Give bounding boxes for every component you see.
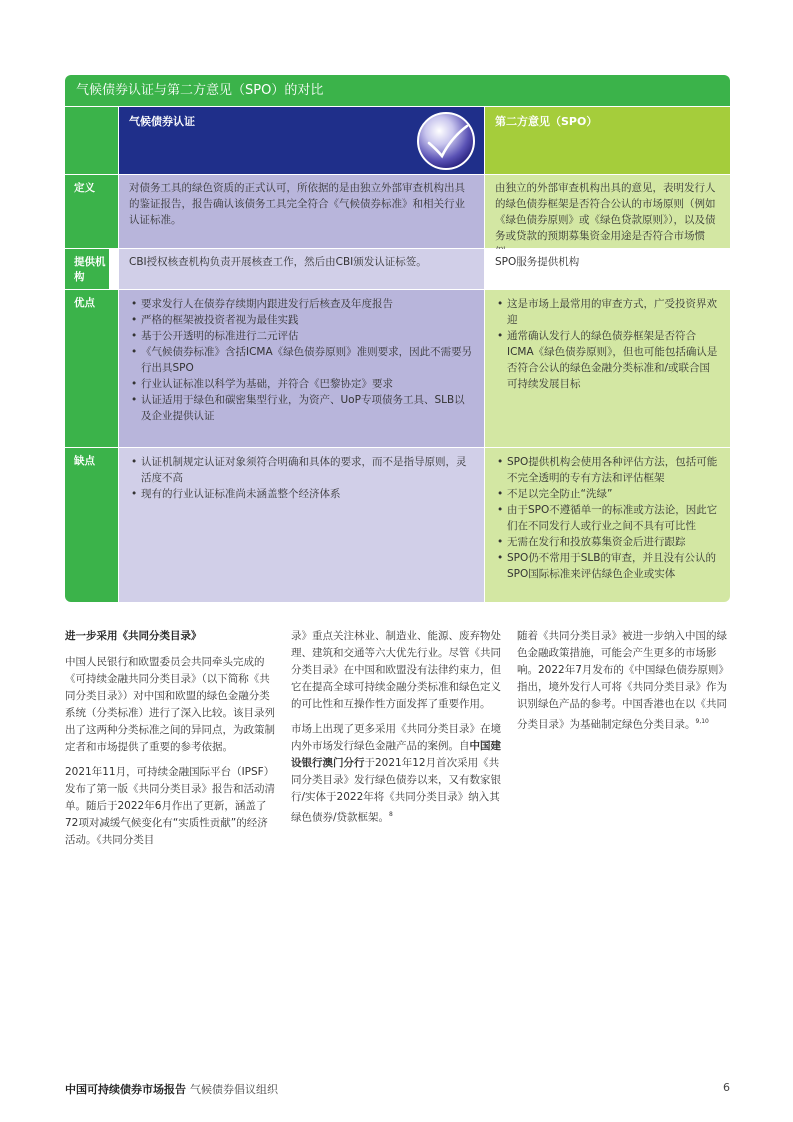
disadvantages-spo (485, 448, 730, 602)
list-item: • 认证适用于绿色和碳密集型行业，为资产、UoP专项债务工具、SLB以及企业提供认证 (129, 392, 474, 424)
organization-name: 气候债券倡议组织 (190, 1083, 278, 1096)
bank-name: 中国建设银行澳门分行 (291, 740, 501, 769)
header-label-cell (65, 107, 118, 174)
list-item: • 由于SPO不遵循单一的标准或方法论，因此它们在不同发行人或行业之间不具有可比性 (495, 502, 720, 534)
paragraph (517, 628, 730, 734)
report-title: 中国可持续债券市场报告 (65, 1083, 186, 1096)
advantages-certification (119, 290, 484, 447)
text-span: 市场上出现了更多采用《共同分类目录》在境内外市场发行绿色金融产品的案例。自 (291, 723, 501, 752)
paragraph (291, 721, 502, 827)
text-span: 于2021年12月首次采用《共同分类目录》发行绿色债券以来，又有数家银行/实体于2022年将《共同分类目录》纳入其绿色债券/贷款框架。 (291, 757, 501, 824)
text-span: 随着《共同分类目录》被进一步纳入中国的绿色金融政策措施，可能会产生更多的市场影响。2022年7月发布的《中国绿色债券原则》指出，境外发行人可将《共同分类目录》作为识别绿色产品的参考。中国香港也在以《共同分类目录》为基础制定绿色分类目录。 (517, 630, 729, 731)
footnote-ref: 8 (389, 811, 393, 818)
disadvantages-certification (119, 448, 484, 602)
header-climate-bond-certification (119, 107, 484, 174)
page-footer (65, 1081, 730, 1097)
body-column-1 (65, 628, 275, 857)
paragraph: 录》重点关注林业、制造业、能源、废弃物处理、建筑和交通等六大优先行业。尽管《共同分类目录》在中国和欧盟没有法律约束力，但它在提高全球可持续金融分类标准和绿色定义的可比性和互操作性方面发挥了重要作用。 (291, 630, 501, 710)
row-label-definition: 定义 (65, 175, 118, 248)
definition-certification: 对债务工具的绿色资质的正式认可，所依据的是由独立外部审查机构出具的鉴证报告，报告确认该债务工具完全符合《气候债券标准》和相关行业认证标准。 (119, 175, 484, 248)
list-item: • 要求发行人在债券存续期内跟进发行后核查及年度报告 (129, 296, 474, 312)
definition-spo: 由独立的外部审查机构出具的意见，表明发行人的绿色债券框架是否符合公认的市场原则（例如《绿色债券原则》或《绿色贷款原则》），以及债务或贷款的预期募集资金用途是否符合市场惯 (485, 175, 730, 248)
row-label-disadvantages: 缺点 (65, 448, 118, 602)
table-row-advantages (65, 290, 730, 447)
paragraph: 2021年11月，可持续金融国际平台（IPSF）发布了第一版《共同分类目录》报告和活动清单。随后于2022年6月作出了更新，涵盖了72项对减缓气候变化有“实质性贡献”的经济活动。《共同分类目 (65, 766, 275, 846)
table-row-provider (65, 249, 730, 289)
row-label-provider: 提供机构 (65, 249, 109, 289)
list-item: • 行业认证标准以科学为基础，并符合《巴黎协定》要求 (129, 376, 474, 392)
page-number: 6 (723, 1081, 730, 1094)
list-item: • 不足以完全防止“洗绿” (495, 486, 720, 502)
provider-spo: SPO服务提供机构 (485, 249, 730, 289)
section-heading: 进一步采用《共同分类目录》 (65, 630, 202, 642)
header-second-party-opinion: 第二方意见（SPO） (485, 107, 730, 174)
body-column-3 (517, 628, 730, 742)
table-row-definition (65, 175, 730, 248)
row-label-advantages: 优点 (65, 290, 118, 447)
table-title: 气候债券认证与第二方意见（SPO）的对比 (65, 75, 730, 106)
list-item: • 无需在发行和投放募集资金后进行跟踪 (495, 534, 720, 550)
list-item: • 《气候债券标准》含括ICMA《绿色债券原则》准则要求，因此不需要另行出具SPO (129, 344, 474, 376)
list-item: • 严格的框架被投资者视为最佳实践 (129, 312, 474, 328)
paragraph: 中国人民银行和欧盟委员会共同牵头完成的《可持续金融共同分类目录》（以下简称《共同分类目录》）对中国和欧盟的绿色金融分类系统（分类标准）进行了深入比较。该目录列出了这两种分类标准之间的异同点，为政策制定者和市场提供了重要的参考依据。 (65, 656, 275, 753)
list-item: • 这是市场上最常用的审查方式，广受投资界欢迎 (495, 296, 720, 328)
certified-seal-icon (415, 110, 477, 172)
table-row-disadvantages (65, 448, 730, 602)
list-item: • 通常确认发行人的绿色债券框架是否符合ICMA《绿色债券原则》，但也可能包括确认是否符合公认的绿色金融分类标准和/或联合国可持续发展目标 (495, 328, 720, 392)
header-a-label: 气候债券认证 (129, 115, 195, 128)
list-item: • SPO提供机构会使用各种评估方法，包括可能不完全透明的专有方法和评估框架 (495, 454, 720, 486)
comparison-table (65, 75, 730, 602)
list-item: • 认证机制规定认证对象须符合明确和具体的要求，而不是指导原则，灵活度不高 (129, 454, 474, 486)
provider-certification: CBI授权核查机构负责开展核查工作，然后由CBI颁发认证标签。 (119, 249, 484, 289)
advantages-spo (485, 290, 730, 447)
list-item: • SPO仍不常用于SLB的审查，并且没有公认的SPO国际标准来评估绿色企业或实体 (495, 550, 720, 582)
list-item: • 基于公开透明的标准进行二元评估 (129, 328, 474, 344)
table-header-row (65, 107, 730, 174)
footnote-ref: 9,10 (695, 718, 709, 725)
list-item: • 现有的行业认证标准尚未涵盖整个经济体系 (129, 486, 474, 502)
body-column-2 (291, 628, 502, 835)
